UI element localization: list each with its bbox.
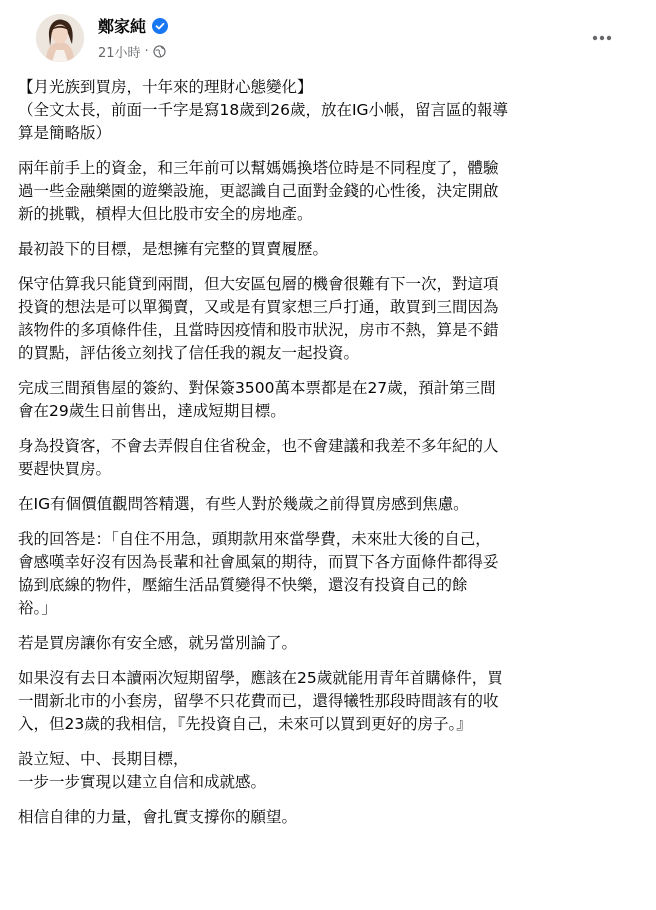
post-timestamp[interactable]: 21小時: [98, 46, 141, 61]
post-paragraph: [18, 528, 634, 620]
text-line: 在IG有個價值觀問答精選，有些人對於幾歲之前得買房感到焦慮。: [18, 495, 469, 513]
post-header: [18, 0, 634, 72]
text-line: 過一些金融樂園的遊樂設施，更認識自己面對金錢的心性後，決定開啟: [18, 182, 499, 200]
text-line: 若是買房讓你有安全感，就另當別論了。: [18, 634, 298, 652]
post-body: [18, 76, 634, 829]
more-options-button[interactable]: [584, 20, 620, 56]
text-line: 的買點，評估後立刻找了信任我的親友一起投資。: [18, 344, 360, 362]
text-line: （全文太長，前面一千字是寫18歲到26歲，放在IG小帳，留言區的報導: [18, 101, 509, 119]
text-line: 最初設下的目標，是想擁有完整的買賣履歷。: [18, 240, 329, 258]
text-line: 要趕快買房。: [18, 460, 112, 478]
text-line: 會感嘆幸好沒有因為長輩和社會風氣的期待，而買下各方面條件都得妥: [18, 553, 499, 571]
post-paragraph: [18, 157, 634, 226]
text-line: 我的回答是：「自住不用急，頭期款用來當學費，未來壯大後的自己，: [18, 530, 491, 548]
text-line: 算是簡略版）: [18, 124, 112, 142]
post-paragraph: [18, 238, 634, 261]
text-line: 裕。」: [18, 599, 57, 617]
text-line: 身為投資客，不會去弄假自住省稅金，也不會建議和我差不多年紀的人: [18, 437, 499, 455]
post-paragraph: [18, 273, 634, 365]
text-line: 協到底線的物件，壓縮生活品質變得不快樂，還沒有投資自己的餘: [18, 576, 468, 594]
text-line: 相信自律的力量，會扎實支撐你的願望。: [18, 808, 298, 826]
text-line: 入，但23歲的我相信，『先投資自己，未來可以買到更好的房子。』: [18, 715, 472, 733]
author-row: [98, 14, 168, 37]
text-line: 完成三間預售屋的簽約、對保簽3500萬本票都是在27歲，預計第三間: [18, 379, 496, 397]
post-title: 【月光族到買房，十年來的理財心態變化】: [18, 78, 313, 96]
text-line: 一間新北市的小套房，留學不只花費而已，還得犧牲那段時間該有的收: [18, 692, 499, 710]
text-line: 一步一步實現以建立自信和成就感。: [18, 773, 267, 791]
text-line: 新的挑戰，槓桿大但比股市安全的房地產。: [18, 205, 313, 223]
text-line: 該物件的多項條件佳，且當時因疫情和股市狀況，房市不熱，算是不錯: [18, 321, 499, 339]
post-paragraph: [18, 76, 634, 145]
text-line: 投資的想法是可以單獨賣，又或是有買家想三戶打通，敢買到三間因為: [18, 298, 499, 316]
text-line: 如果沒有去日本讀兩次短期留學，應該在25歲就能用青年首購條件，買: [18, 669, 503, 687]
post-paragraph: [18, 632, 634, 655]
post-paragraph: [18, 377, 634, 423]
text-line: 設立短、中、長期目標，: [18, 750, 189, 768]
verified-badge-icon: [152, 18, 168, 34]
text-line: 兩年前手上的資金，和三年前可以幫媽媽換塔位時是不同程度了，體驗: [18, 159, 499, 177]
post-paragraph: [18, 435, 634, 481]
text-line: 保守估算我只能貸到兩間，但大安區包層的機會很難有下一次，對這項: [18, 275, 499, 293]
post-paragraph: [18, 667, 634, 736]
globe-icon[interactable]: [153, 45, 166, 58]
author-name[interactable]: 鄭家純: [98, 17, 147, 36]
post-meta: [98, 42, 166, 61]
post-paragraph: [18, 748, 634, 794]
more-options-icon: [592, 35, 612, 41]
meta-separator: ·: [144, 44, 149, 59]
post-paragraph: [18, 493, 634, 516]
text-line: 會在29歲生日前售出，達成短期目標。: [18, 402, 286, 420]
author-avatar[interactable]: [36, 14, 84, 62]
avatar-image: [36, 14, 84, 62]
post-paragraph: [18, 806, 634, 829]
